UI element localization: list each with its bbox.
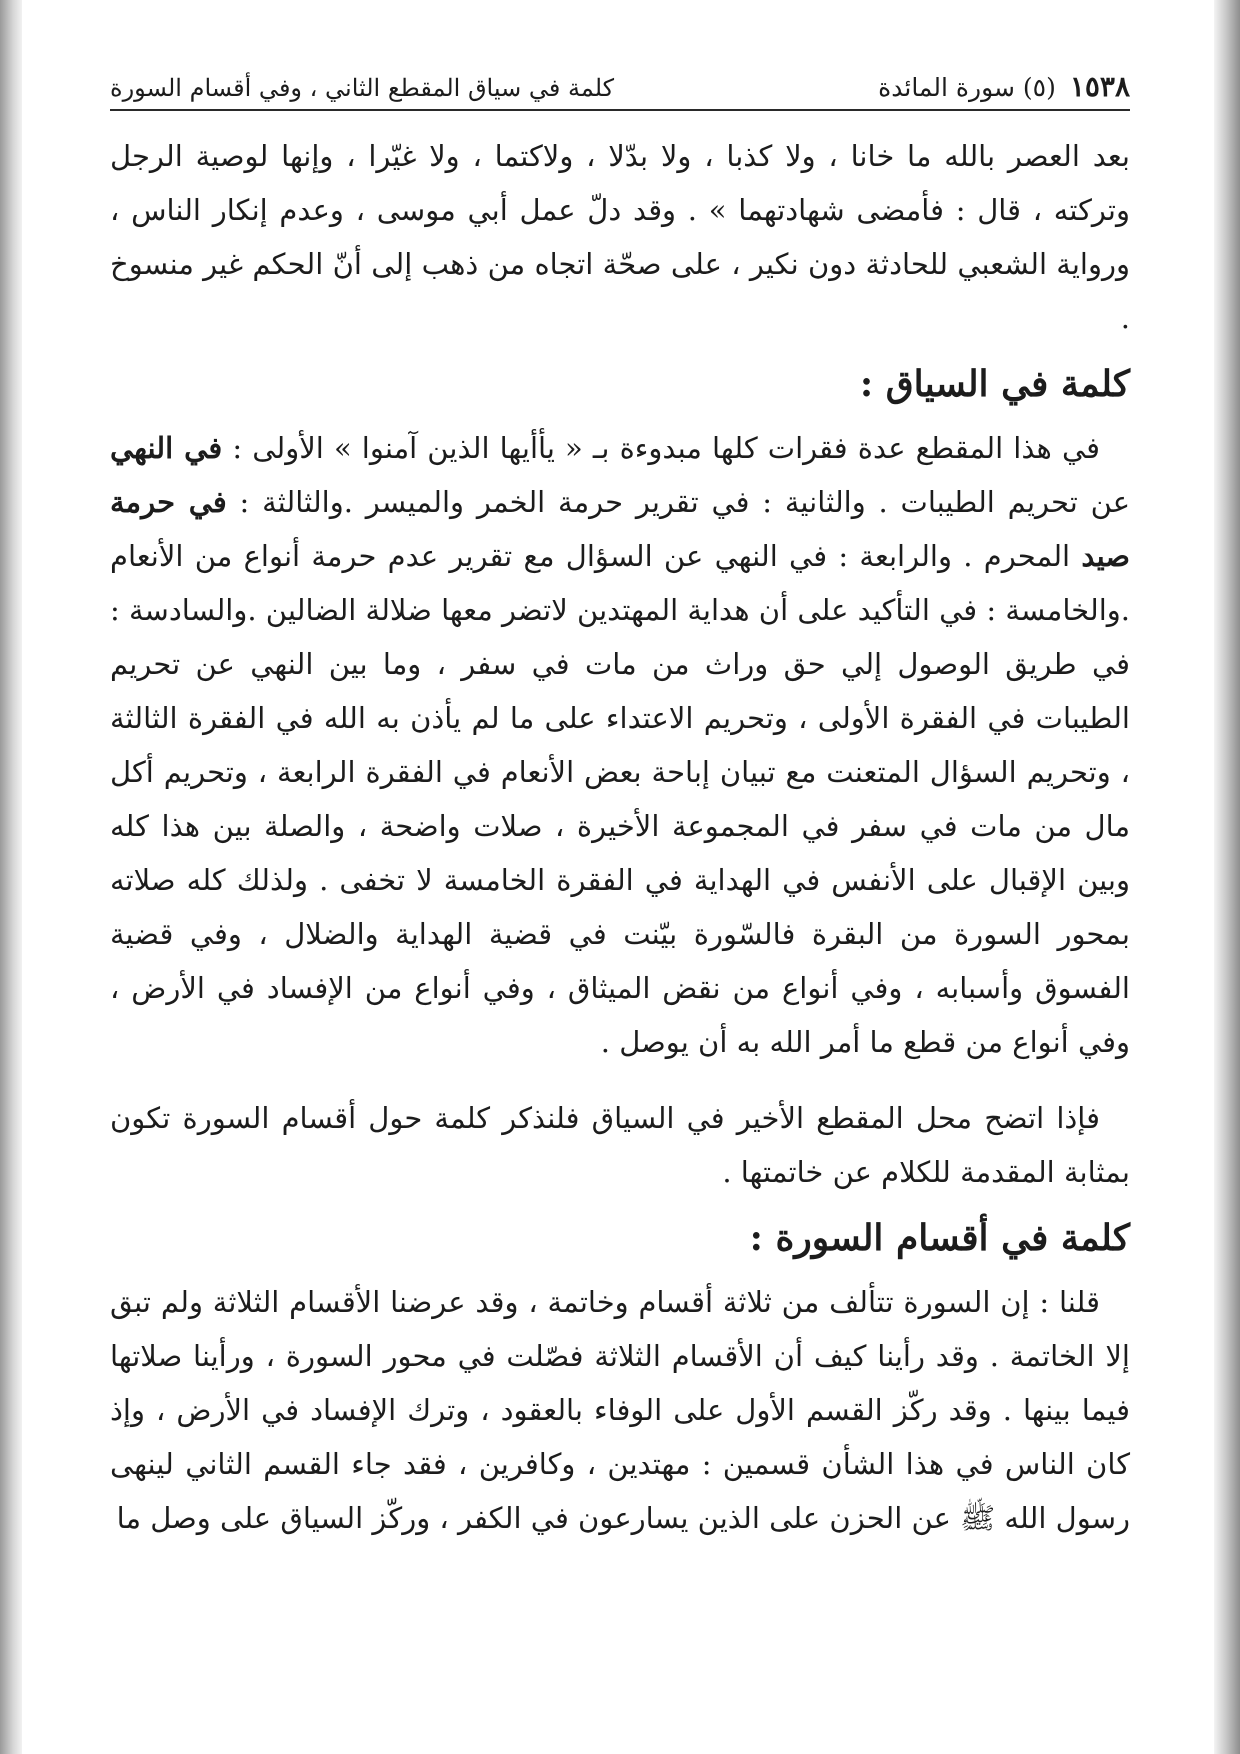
context-text-1: في هذا المقطع عدة فقرات كلها مبدوءة بـ « يأأيها الذين آمنوا » الأولى :	[232, 431, 1100, 465]
context-text-3: المحرم . والرابعة : في النهي عن السؤال مع تقرير عدم حرمة أنواع من الأنعام .والخامسة : في التأكيد على أن هداية المهتدين لاتضر معها ضلالة الضالين .والسادسة : في طريق الوصول إلي حق وراث من مات في سفر ، وما بين النهي عن تحريم الطيبات في الفقرة الأولى ، وتحريم الاعتداء على ما لم يأذن به الله في الفقرة الثالثة ، وتحريم السؤال المتعنت مع تبيان إباحة بعض الأنعام في الفقرة الرابعة ، وتحريم أكل مال من مات في سفر في المجموعة الأخيرة ، صلات واضحة ، والصلة بين هذا كله وبين الإقبال على الأنفس في الهداية في الفقرة الخامسة لا تخفى . ولذلك كله صلاته بمحور السورة من البقرة فالسّورة بيّنت في قضية الهداية والضلال ، وفي قضية الفسوق وأسبابه ، وفي أنواع من نقض الميثاق ، وفي أنواع من الإفساد في الأرض ، وفي أنواع من قطع ما أمر الله به أن يوصل .	[110, 539, 1131, 1059]
paragraph-context	[110, 421, 1130, 1069]
header-page-info	[878, 70, 1130, 103]
surah-label: (٥) سورة المائدة	[878, 73, 1056, 102]
running-header	[110, 70, 1130, 111]
context-bold-2: في حرمة صيد	[110, 485, 1131, 573]
paragraph-gap	[110, 1069, 1130, 1091]
page-body	[110, 129, 1130, 1545]
page-number: ١٥٣٨	[1069, 70, 1130, 103]
section-heading-parts: كلمة في أقسام السورة :	[749, 1217, 1130, 1259]
context-text-2: عن تحريم الطيبات . والثانية : في تقرير حرمة الخمر والميسر .والثالثة :	[239, 485, 1131, 519]
paragraph-parts: قلنا : إن السورة تتألف من ثلاثة أقسام وخاتمة ، وقد عرضنا الأقسام الثلاثة ولم تبق إلا الخاتمة . وقد رأينا كيف أن الأقسام الثلاثة فصّلت في محور السورة ، ورأينا صلاتها فيما بينها . وقد ركّز القسم الأول على الوفاء بالعقود ، وترك الإفساد في الأرض ، وإذ كان الناس في هذا الشأن قسمين : مهتدين ، وكافرين ، فقد جاء القسم الثاني لينهى رسول الله ﷺ عن الحزن على الذين يسارعون في الكفر ، وركّز السياق على وصل ما	[110, 1285, 1130, 1535]
book-page	[110, 70, 1130, 1545]
header-title: كلمة في سياق المقطع الثاني ، وفي أقسام السورة	[110, 74, 615, 102]
page-gutter-right	[1214, 0, 1240, 1754]
context-bold-1: في النهي	[110, 431, 223, 465]
paragraph-continuation: بعد العصر بالله ما خانا ، ولا كذبا ، ولا بدّلا ، ولاكتما ، ولا غيّرا ، وإنها لوصية الرجل وتركته ، قال : فأمضى شهادتهما » . وقد دلّ عمل أبي موسى ، وعدم إنكار الناس ، ورواية الشعبي للحادثة دون نكير ، على صحّة اتجاه من ذهب إلى أنّ الحكم غير منسوخ .	[110, 139, 1130, 335]
page-gutter-left	[0, 0, 22, 1754]
section-heading-context: كلمة في السياق :	[859, 363, 1130, 405]
paragraph-transition: فإذا اتضح محل المقطع الأخير في السياق فلنذكر كلمة حول أقسام السورة تكون بمثابة المقدمة للكلام عن خاتمتها .	[110, 1101, 1130, 1189]
